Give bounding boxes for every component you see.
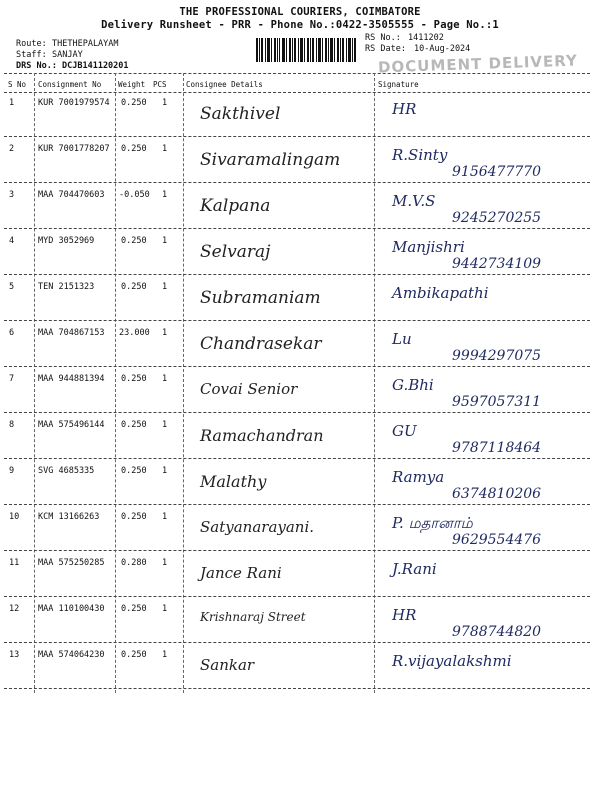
row-pcs: 1 (162, 236, 168, 246)
row-pcs: 1 (162, 98, 168, 108)
row-pcs: 1 (162, 420, 168, 430)
row-signature-phone: 9629554476 (452, 532, 542, 548)
col-details: Consignee Details (186, 80, 263, 89)
row-weight: 0.250 (121, 144, 147, 154)
row-sno: 3 (9, 190, 15, 200)
row-divider (4, 642, 590, 643)
row-consignee-name: Sankar (200, 656, 255, 674)
staff-label: Staff: (16, 50, 47, 60)
row-consignment-no: MAA 110100430 (38, 604, 105, 614)
row-divider (4, 320, 590, 321)
col-sno: S No (8, 80, 27, 89)
row-weight: 0.250 (121, 512, 147, 522)
rs-date-value: 10-Aug-2024 (414, 44, 471, 54)
runsheet-title: Delivery Runsheet - PRR - Phone No.:0422-3505555 - Page No.:1 (101, 19, 499, 31)
header-bottom-rule (4, 92, 590, 93)
col-weight: Weight (118, 80, 146, 89)
row-sno: 4 (9, 236, 15, 246)
row-divider (4, 412, 590, 413)
row-weight: 0.250 (121, 420, 147, 430)
row-consignee-name: Subramaniam (200, 288, 321, 308)
rs-date-label: RS Date: (365, 44, 406, 54)
row-consignee-name: Kalpana (200, 196, 271, 216)
row-weight: 0.280 (121, 558, 147, 568)
row-signature-phone: 6374810206 (452, 486, 542, 502)
row-sno: 13 (9, 650, 20, 660)
row-weight: 0.250 (121, 466, 147, 476)
row-divider (4, 182, 590, 183)
row-sno: 9 (9, 466, 15, 476)
row-signature-mark: M.V.S (392, 192, 436, 210)
row-consignee-name: Covai Senior (200, 380, 298, 398)
row-weight: 0.250 (121, 604, 147, 614)
row-signature-phone: 9994297075 (452, 348, 542, 364)
row-weight: 0.250 (121, 374, 147, 384)
row-consignee-name: Chandrasekar (200, 334, 322, 354)
row-divider (4, 274, 590, 275)
company-title: THE PROFESSIONAL COURIERS, COIMBATORE (179, 6, 421, 18)
row-pcs: 1 (162, 604, 168, 614)
row-signature-mark: Lu (392, 330, 412, 348)
row-divider (4, 366, 590, 367)
row-divider (4, 596, 590, 597)
drs-label: DRS No.: (16, 61, 57, 71)
row-pcs: 1 (162, 328, 168, 338)
row-divider (4, 504, 590, 505)
row-consignment-no: MAA 575496144 (38, 420, 105, 430)
row-pcs: 1 (162, 374, 168, 384)
row-pcs: 1 (162, 466, 168, 476)
row-consignment-no: TEN 2151323 (38, 282, 95, 292)
col-pcs: PCS (153, 80, 167, 89)
col-divider (115, 73, 116, 693)
row-sno: 5 (9, 282, 15, 292)
row-signature-phone: 9156477770 (452, 164, 542, 180)
row-consignee-name: Jance Rani (200, 564, 282, 582)
col-signature: Signature (378, 80, 419, 89)
row-signature-phone: 9245270255 (452, 210, 542, 226)
row-consignment-no: MAA 944881394 (38, 374, 105, 384)
col-divider (34, 73, 35, 693)
row-weight: 0.250 (121, 98, 147, 108)
route-value: THETHEPALAYAM (52, 39, 119, 49)
staff-value: SANJAY (52, 50, 83, 60)
row-consignee-name: Ramachandran (200, 426, 324, 445)
row-divider (4, 136, 590, 137)
row-weight: 0.250 (121, 650, 147, 660)
row-consignment-no: MYD 3052969 (38, 236, 95, 246)
row-signature-phone: 9597057311 (452, 394, 542, 410)
rs-no-value: 1411202 (408, 33, 444, 43)
row-signature-mark: Manjishri (392, 238, 465, 256)
row-signature-mark: HR (392, 100, 417, 118)
row-signature-mark: GU (392, 422, 417, 440)
row-consignee-name: Malathy (200, 472, 267, 491)
row-consignment-no: KUR 7001778207 (38, 144, 110, 154)
row-consignee-name: Satyanarayani. (200, 518, 315, 536)
row-sno: 7 (9, 374, 15, 384)
row-signature-mark: Ambikapathi (392, 284, 489, 302)
row-consignment-no: MAA 575250285 (38, 558, 105, 568)
row-sno: 11 (9, 558, 20, 568)
row-sno: 1 (9, 98, 15, 108)
row-weight: -0.050 (119, 190, 150, 200)
row-consignment-no: MAA 704470603 (38, 190, 105, 200)
row-divider (4, 688, 590, 689)
row-signature-mark: R.vijayalakshmi (392, 652, 512, 670)
row-consignee-name: Sivaramalingam (200, 150, 341, 170)
document-delivery-stamp: DOCUMENT DELIVERY (377, 51, 579, 77)
row-signature-mark: HR (392, 606, 417, 624)
row-signature-mark: Ramya (392, 468, 445, 486)
row-consignment-no: KUR 7001979574 (38, 98, 110, 108)
row-signature-phone: 9787118464 (452, 440, 542, 456)
row-pcs: 1 (162, 558, 168, 568)
row-consignment-no: MAA 704867153 (38, 328, 105, 338)
route-label: Route: (16, 39, 47, 49)
row-signature-phone: 9788744820 (452, 624, 542, 640)
row-sno: 12 (9, 604, 20, 614)
rs-no-label: RS No.: (365, 33, 401, 43)
row-consignee-name: Selvaraj (200, 242, 271, 262)
header-top-rule (4, 73, 590, 74)
row-pcs: 1 (162, 190, 168, 200)
row-divider (4, 458, 590, 459)
row-sno: 2 (9, 144, 15, 154)
row-pcs: 1 (162, 650, 168, 660)
row-weight: 0.250 (121, 282, 147, 292)
row-divider (4, 550, 590, 551)
row-signature-mark: G.Bhi (392, 376, 434, 394)
row-pcs: 1 (162, 144, 168, 154)
row-sno: 8 (9, 420, 15, 430)
col-divider (183, 73, 184, 693)
row-pcs: 1 (162, 512, 168, 522)
row-weight: 23.000 (119, 328, 150, 338)
barcode (256, 38, 356, 62)
row-signature-phone: 9442734109 (452, 256, 542, 272)
col-divider (374, 73, 375, 693)
row-sno: 10 (9, 512, 20, 522)
row-pcs: 1 (162, 282, 168, 292)
row-sno: 6 (9, 328, 15, 338)
row-divider (4, 228, 590, 229)
row-consignee-name: Sakthivel (200, 104, 281, 124)
row-consignment-no: SVG 4685335 (38, 466, 95, 476)
col-consignment: Consignment No (38, 80, 102, 89)
row-consignee-name: Krishnaraj Street (200, 610, 306, 624)
row-consignment-no: KCM 13166263 (38, 512, 100, 522)
row-signature-mark: P. மதானாம் (392, 514, 473, 532)
row-signature-mark: J.Rani (392, 560, 437, 578)
row-weight: 0.250 (121, 236, 147, 246)
row-signature-mark: R.Sinty (392, 146, 448, 164)
drs-value: DCJB141120201 (62, 61, 129, 71)
row-consignment-no: MAA 574064230 (38, 650, 105, 660)
